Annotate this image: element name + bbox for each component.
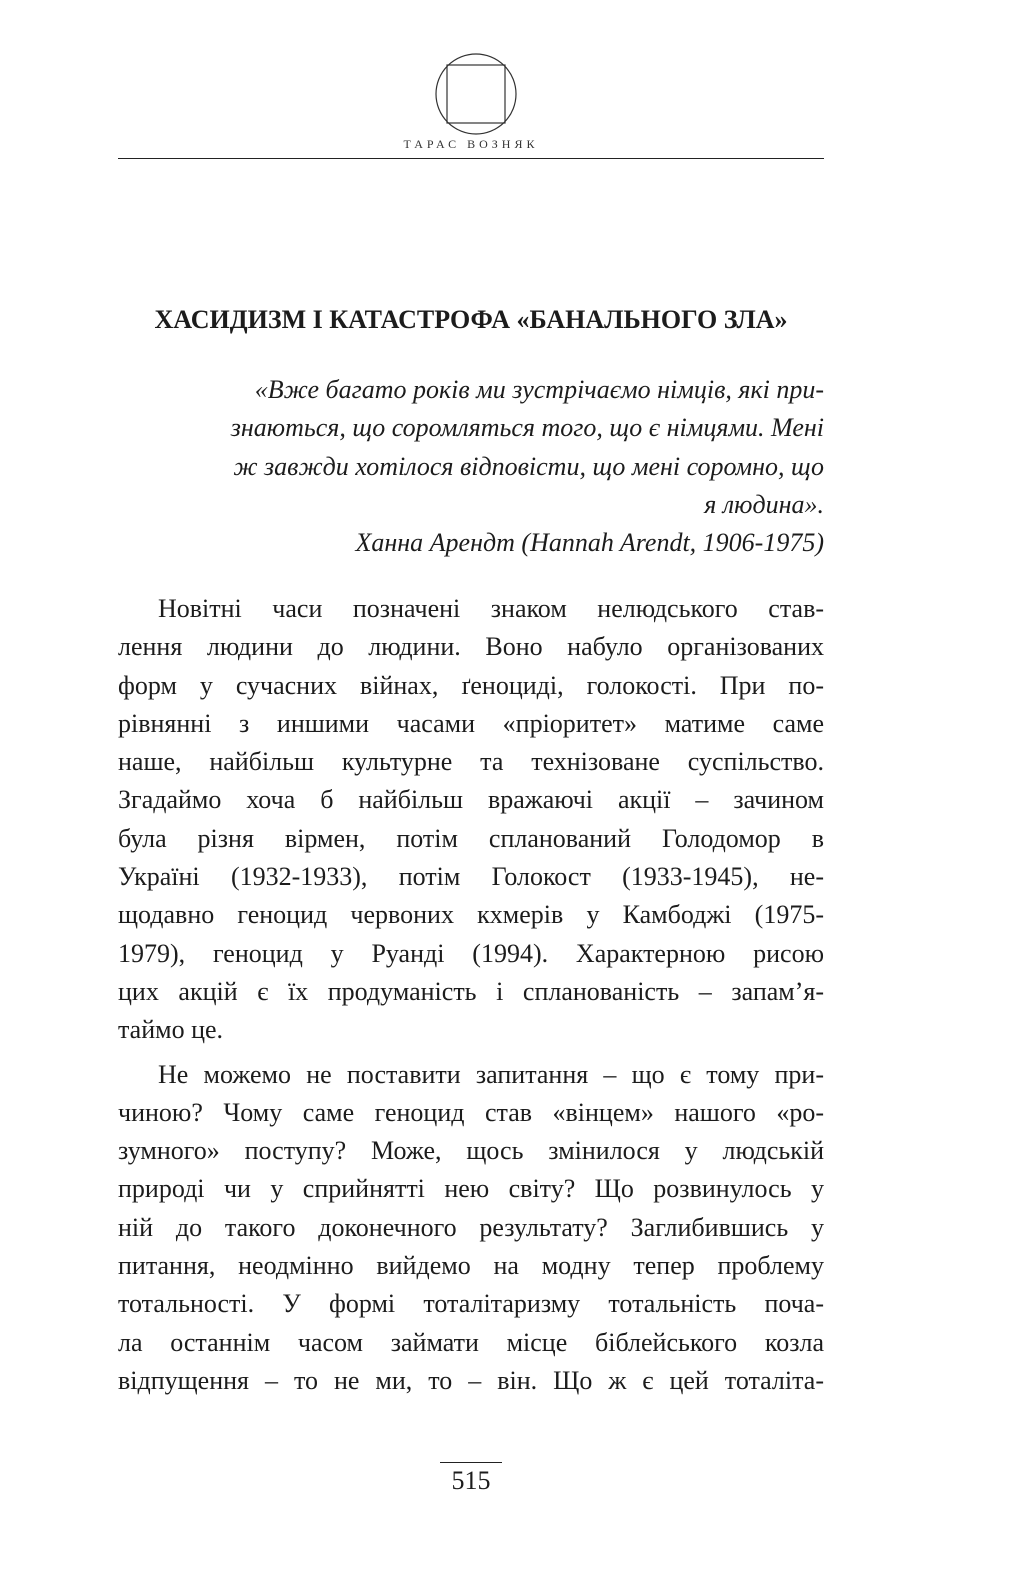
circle-square-emblem-icon	[434, 52, 518, 136]
epigraph-line: я людина».	[704, 489, 824, 519]
text-line: Не можемо не поставити запитання – що є тому при-	[158, 1059, 824, 1089]
text-line: 1979), геноцид у Руанді (1994). Характерною рисою	[118, 938, 824, 968]
paragraph	[118, 1056, 824, 1401]
text-line: лення людини до людини. Воно набуло організованих	[118, 632, 824, 662]
text-line: ній до такого доконечного результату? Заглибившись у	[118, 1212, 824, 1242]
text-line: щодавно геноцид червоних кхмерів у Камбоджі (1975-	[118, 900, 824, 930]
text-line: форм у сучасних війнах, ґеноциді, голокості. При по-	[118, 670, 824, 700]
epigraph	[118, 371, 824, 562]
paragraph	[118, 590, 824, 1050]
page-number: 515	[440, 1462, 502, 1497]
epigraph-line: знаються, що соромляться того, що є німцями. Мені	[230, 413, 824, 443]
text-line: Згадаймо хоча б найбільш вражаючі акції – зачином	[118, 785, 824, 815]
text-line: питання, неодмінно вийдемо на модну тепер проблему	[118, 1251, 824, 1281]
text-line: природі чи у сприйнятті нею світу? Що розвинулось у	[118, 1174, 824, 1204]
text-line: зумного» поступу? Може, щось змінилося у людській	[118, 1136, 824, 1166]
epigraph-line: «Вже багато років ми зустрічаємо німців, які при-	[254, 375, 824, 404]
epigraph-attribution: Ханна Арендт (Hannah Arendt, 1906-1975)	[355, 528, 824, 558]
text-line: була різня вірмен, потім спланований Голодомор в	[118, 823, 824, 853]
epigraph-line: ж завжди хотілося відповісти, що мені соромно, що	[233, 451, 824, 481]
running-head-author: ТАРАС ВОЗНЯК	[403, 137, 539, 151]
header-rule	[118, 158, 824, 159]
text-line: цих акцій є їх продуманість і спланованість – запам’я-	[118, 976, 824, 1006]
text-line: таймо це.	[118, 1015, 224, 1045]
text-line: наше, найбільш культурне та технізоване суспільство.	[118, 747, 824, 777]
body-text	[118, 590, 824, 1400]
text-line: тотальності. У формі тоталітаризму тотальність поча-	[118, 1289, 824, 1319]
chapter-title: ХАСИДИЗМ І КАТАСТРОФА «БАНАЛЬНОГО ЗЛА»	[154, 305, 788, 334]
text-line: відпущення – то не ми, то – він. Що ж є цей тоталіта-	[118, 1365, 824, 1395]
text-line: Новітні часи позначені знаком нелюдського став-	[158, 594, 824, 623]
text-line: Україні (1932-1933), потім Голокост (1933-1945), не-	[118, 862, 824, 892]
text-line: ла останнім часом займати місце біблейського козла	[118, 1327, 824, 1357]
text-line: рівнянні з иншими часами «пріоритет» матиме саме	[118, 708, 824, 738]
text-line: чиною? Чому саме геноцид став «вінцем» нашого «ро-	[118, 1097, 824, 1127]
